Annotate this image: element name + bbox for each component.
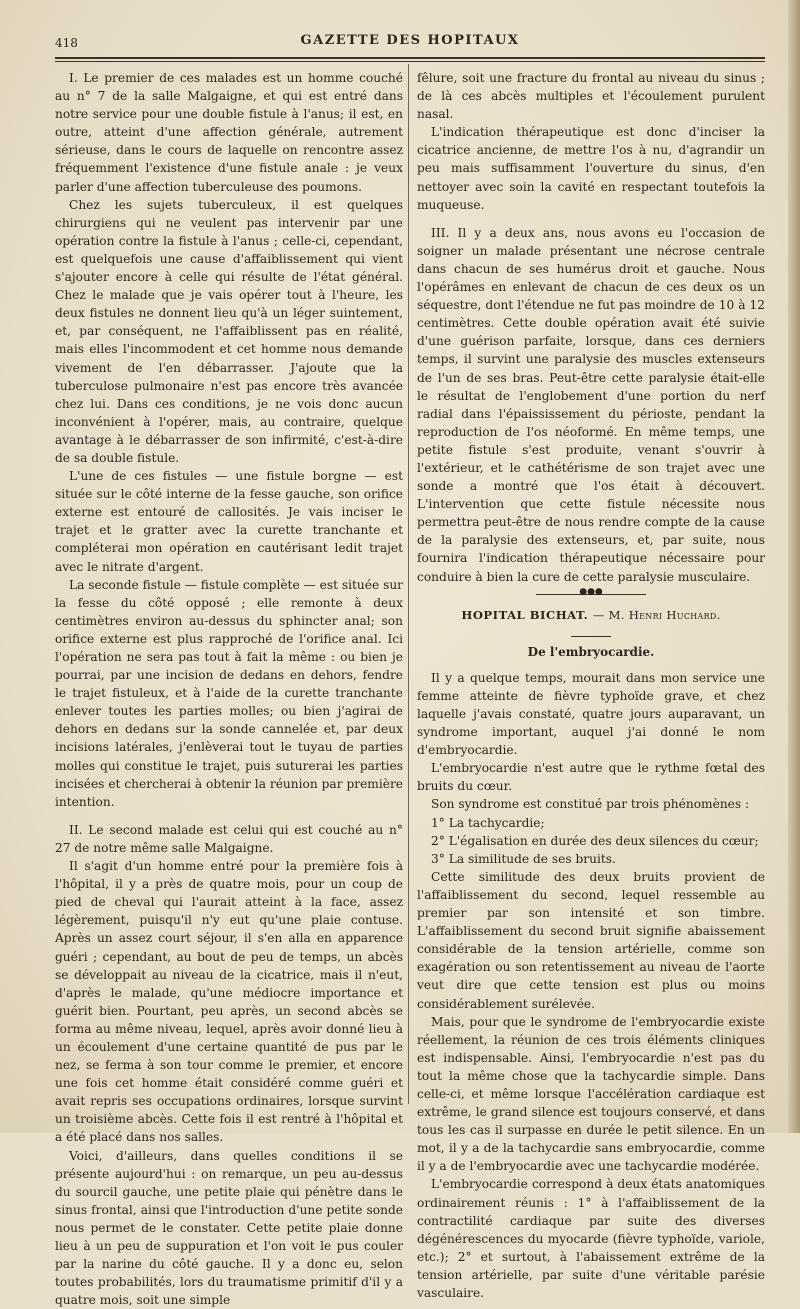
paragraph: La seconde fistule — fistule complète — est située sur la fesse du côté opposé ; elle remonte à deux centimètres environ au-dessus du sphincter anal; son orifice externe est plus rapproché de l'orifice anal. Ici l'opération ne sera pas tout à fait la même : ou bien je pourrai, par une incision de dedans en dehors, fendre le trajet fistuleux, et à l'aide de la curette tranchante enlever toutes les parties molles; ou bien j'agirai de dehors en dedans sur la sonde cannelée et, par deux incisions latérales, j'enlèverai tout le tuyau de parties molles qui constitue le trajet, puis suturerai les parties incisées et chercherai à obtenir la réunion par première intention.: [55, 577, 403, 809]
list-item: 3° La similitude de ses bruits.: [431, 851, 616, 866]
paragraph: II. Le second malade est celui qui est couché au n° 27 de notre même salle Malgaigne.: [55, 822, 403, 855]
paragraph: L'embryocardie n'est autre que le rythme fœtal des bruits du cœur.: [417, 761, 765, 794]
paragraph: L'une de ces fistules — une fistule borgne — est située sur le côté interne de la fesse gauche, son orifice externe est entouré de callosités. Je vais inciser le trajet et le gratter avec la curette tranchante et compléterai mon opération en cautérisant ledit trajet avec le nitrate d'argent.: [55, 469, 403, 574]
paragraph: Mais, pour que le syndrome de l'embryocardie existe réellement, la réunion de ces trois éléments cliniques est indispensable. Ainsi, l'embryocardie n'est pas du tout la même chose que la tachycardie simple. Dans celle-ci, et même lorsque l'accélération cardiaque est extrême, le grand silence est toujours conservé, et dans tous les cas il surpasse en durée le petit silence. En un mot, il y a de la tachycardie sans embryocardie, comme il y a de l'embryocardie avec une tachycardie modérée.: [417, 1014, 765, 1174]
journal-title: GAZETTE DES HOPITAUX: [300, 33, 520, 48]
paragraph: Son syndrome est constitué par trois phénomènes :: [431, 797, 750, 812]
paragraph: Il y a quelque temps, mourait dans mon service une femme atteinte de fièvre typhoïde grave, et chez laquelle j'avais constaté, quatre jours auparavant, un syndrome important, auquel j'ai donné le nom d'embryocardie.: [417, 670, 765, 758]
list-item: 1° La tachycardie;: [431, 815, 545, 830]
paragraph: fêlure, soit une fracture du frontal au niveau du sinus ; de là ces abcès multiples et l'écoulement purulent nasal.: [417, 71, 765, 122]
section-heading: [417, 606, 765, 624]
ornamental-separator: ●●●: [536, 592, 646, 598]
header-rule-thin: [55, 61, 765, 62]
author-name: — M. Henri Huchard.: [592, 607, 721, 622]
header-rule: [55, 57, 765, 59]
page-number: 418: [55, 36, 78, 50]
paragraph: Voici, d'ailleurs, dans quelles conditions il se présente aujourd'hui : on remarque, un peu au-dessus du sourcil gauche, une petite plaie qui pénètre dans le sinus frontal, ainsi que l'introduction d'une petite sonde nous permet de le constater. Cette petite plaie donne lieu à un peu de suppuration et l'on voit le pus couler par la narine du côté gauche. Il y a donc eu, selon toutes probabilités, lors du traumatisme primitif d'il y a quatre mois, soit une simple: [55, 1148, 403, 1308]
paragraph: Cette similitude des deux bruits provient de l'affaiblissement du second, lequel ressemble au premier par son intensité et son timbre. L'affaiblissement du second bruit signifie abaissement considérable de la tension artérielle, comme son exagération ou son retentissement au niveau de l'aorte veut dire que cette tension est plus ou moins considérablement surélevée.: [417, 869, 765, 1011]
paragraph: L'embryocardie correspond à deux états anatomiques ordinairement réunis : 1° à l'affaiblissement de la contractilité cardiaque par suite des diverses dégénérescences du myocarde (fièvre typhoïde, variole, etc.); 2° et surtout, à l'abaissement extrême de la tension artérielle, par suite d'une véritable parésie vasculaire.: [417, 1177, 765, 1300]
left-column: [55, 69, 403, 1309]
short-rule: [571, 636, 611, 637]
paragraph: I. Le premier de ces malades est un homme couché au n° 7 de la salle Malgaigne, et qui est entré dans notre service pour une double fistule à l'anus; il est, en outre, atteint d'une affection générale, autrement sérieuse, dans le cours de laquelle on rencontre assez fréquemment l'existence d'une fistule anale : je veux parler d'une affection tuberculeuse des poumons.: [55, 71, 403, 194]
page-edge: [788, 0, 800, 1133]
running-header: [55, 30, 765, 54]
paragraph: III. Il y a deux ans, nous avons eu l'occasion de soigner un malade présentant une nécrose centrale dans chacun de ses humérus droit et gauche. Nous l'opérâmes en enlevant de chacun de ces deux os un séquestre, dont l'étendue ne fut pas moindre de 10 à 12 centimètres. Cette double opération avait été suivie d'une guérison parfaite, lorsque, dans ces derniers temps, il survint une paralysie des muscles extenseurs de l'un de ses bras. Peut-être cette paralysie était-elle le résultat de l'englobement d'une portion du nerf radial dans l'épaississement du périoste, pendant la reproduction de l'os néoformé. En même temps, une petite fistule s'est produite, venant s'ouvrir à l'extérieur, et le cathétérisme de son trajet avec une sonde a montré que l'os était à découvert. L'intervention que cette fistule nécessite nous permettra peut-être de nous rendre compte de la cause de la paralysie des extenseurs, et, par suite, nous fournira l'indication thérapeutique nécessaire pour conduire à bien la cure de cette paralysie musculaire.: [417, 225, 765, 584]
column-divider: [408, 64, 409, 1104]
hospital-name: HOPITAL BICHAT.: [461, 607, 589, 622]
list-item: 2° L'égalisation en durée des deux silences du cœur;: [431, 833, 759, 848]
paragraph: Chez les sujets tuberculeux, il est quelques chirurgiens qui ne veulent pas intervenir par une opération contre la fistule à l'anus ; celle-ci, cependant, est quelquefois une cause d'affaiblissement qui vient s'ajouter encore à celle qui résulte de l'état général. Chez le malade que je vais opérer tout à l'heure, les deux fistules ne donnent lieu qu'à un léger suintement, et, par conséquent, ne l'affaiblissent pas en réalité, mais elles l'incommodent et cet homme nous demande vivement de l'en débarrasser. J'ajoute que la tuberculose pulmonaire n'est pas encore très avancée chez lui. Dans ces conditions, je ne vois donc aucun inconvénient à l'opérer, mais, au contraire, quelque avantage à le débarrasser de son infirmité, c'est-à-dire de sa double fistule.: [55, 197, 403, 465]
article-title: De l'embryocardie.: [527, 644, 655, 659]
right-column: [417, 69, 765, 1302]
paragraph: L'indication thérapeutique est donc d'inciser la cicatrice ancienne, de mettre l'os à nu, d'agrandir un peu mais suffisamment l'ouverture du sinus, d'en nettoyer avec soin la cavité en respectant toutefois la muqueuse.: [417, 125, 765, 212]
paragraph: Il s'agit d'un homme entré pour la première fois à l'hôpital, il y a près de quatre mois, pour un coup de pied de cheval qui l'aurait atteint à la face, assez légèrement, puisqu'il n'y eut qu'une plaie contuse. Après un assez court séjour, il s'en alla en apparence guéri ; cependant, au bout de peu de temps, un abcès se développait au niveau de la cicatrice, mais il n'eut, d'après le malade, qu'une médiocre importance et guérit bien. Pourtant, peu après, un second abcès se forma au même niveau, lequel, après avoir donné lieu à un écoulement d'une certaine quantité de pus par le nez, se ferma à son tour comme le premier, et encore une fois cet homme était considéré comme guéri et avait repris ses occupations ordinaires, lorsque survint un troisième abcès. Cette fois il est rentré à l'hôpital et a été placé dans nos salles.: [55, 859, 403, 1145]
